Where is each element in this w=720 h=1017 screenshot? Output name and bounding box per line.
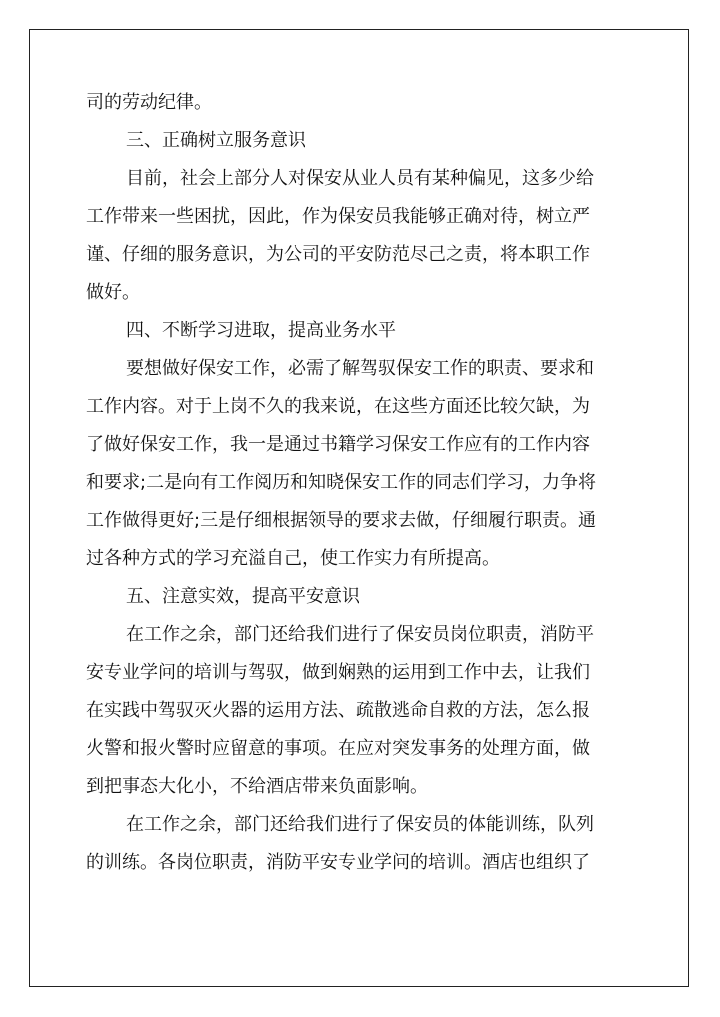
paragraph-line: 安专业学问的培训与驾驭，做到娴熟的运用到工作中去，让我们 xyxy=(86,662,590,683)
paragraph-line: 在工作之余，部门还给我们进行了保安员岗位职责，消防平 xyxy=(126,624,594,645)
paragraph-line: 的训练。各岗位职责，消防平安专业学问的培训。酒店也组织了 xyxy=(86,852,590,873)
paragraph-line: 目前，社会上部分人对保安从业人员有某种偏见，这多少给 xyxy=(126,168,594,189)
paragraph-line: 要想做好保安工作，必需了解驾驭保安工作的职责、要求和 xyxy=(126,358,594,379)
paragraph-line: 工作做得更好;三是仔细根据领导的要求去做，仔细履行职责。通 xyxy=(86,510,597,531)
paragraph-line: 了做好保安工作，我一是通过书籍学习保安工作应有的工作内容 xyxy=(86,434,590,455)
paragraph-line: 过各种方式的学习充溢自己，使工作实力有所提高。 xyxy=(86,548,500,569)
paragraph-line: 做好。 xyxy=(86,282,140,303)
paragraph-line: 在实践中驾驭灭火器的运用方法、疏散逃命自救的方法，怎么报 xyxy=(86,700,590,721)
paragraph-line: 工作带来一些困扰，因此，作为保安员我能够正确对待，树立严 xyxy=(86,206,590,227)
paragraph-line: 谨、仔细的服务意识，为公司的平安防范尽己之责，将本职工作 xyxy=(86,244,590,265)
section-heading: 四、不断学习进取，提高业务水平 xyxy=(126,320,396,341)
paragraph-line: 工作内容。对于上岗不久的我来说，在这些方面还比较欠缺，为 xyxy=(86,396,590,417)
paragraph-line: 火警和报火警时应留意的事项。在应对突发事务的处理方面，做 xyxy=(86,738,590,759)
paragraph-line: 在工作之余，部门还给我们进行了保安员的体能训练，队列 xyxy=(126,814,594,835)
section-heading: 五、注意实效，提高平安意识 xyxy=(126,586,360,607)
text-line: 司的劳动纪律。 xyxy=(86,92,212,113)
paragraph-line: 和要求;二是向有工作阅历和知晓保安工作的同志们学习，力争将 xyxy=(86,472,597,493)
paragraph-line: 到把事态大化小，不给酒店带来负面影响。 xyxy=(86,776,428,797)
section-heading: 三、正确树立服务意识 xyxy=(126,130,306,151)
document-body xyxy=(86,84,638,882)
